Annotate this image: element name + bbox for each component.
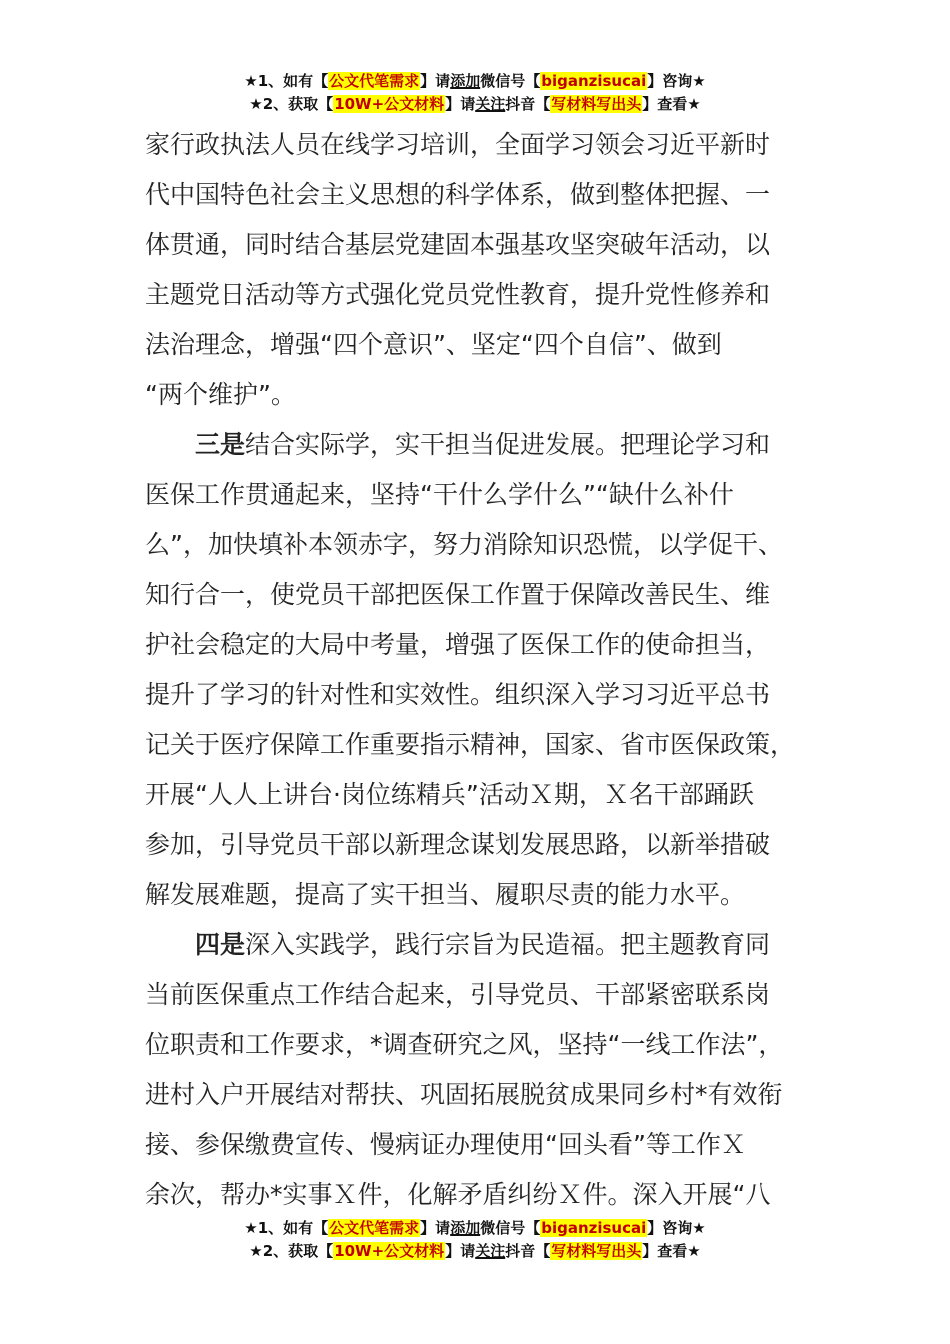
- banner-highlight: 10W+公文材料: [334, 1242, 445, 1260]
- banner-text: 微信号【: [480, 1219, 541, 1237]
- banner-text: 】咨询★: [647, 72, 706, 90]
- banner-highlight: 写材料写出头: [551, 1242, 642, 1260]
- banner-underline: 添加: [450, 72, 481, 90]
- text-line: 结合实际学，实干担当促进发展。把理论学习和: [245, 430, 771, 459]
- text-line: “两个维护”。: [145, 380, 296, 409]
- text-line: 医保工作贯通起来，坚持“干什么学什么”“缺什么补什: [145, 480, 734, 509]
- banner-underline: 添加: [450, 1219, 481, 1237]
- banner-highlight: 公文代笔需求: [329, 72, 420, 90]
- banner-text: ★2、获取【: [249, 95, 334, 113]
- text-line: 提升了学习的针对性和实效性。组织深入学习习近平总书: [145, 680, 771, 709]
- banner-text: 】查看★: [642, 95, 701, 113]
- banner-text: 】查看★: [642, 1242, 701, 1260]
- banner-underline: 关注: [475, 1242, 506, 1260]
- text-line: 参加，引导党员干部以新理念谋划发展思路，以新举措破: [145, 830, 771, 859]
- banner-text: 】请: [420, 72, 451, 90]
- banner-text: 微信号【: [480, 72, 541, 90]
- text-line: 接、参保缴费宣传、慢病证办理使用“回头看”等工作Ｘ: [145, 1130, 746, 1159]
- text-line: 主题党日活动等方式强化党员党性教育，提升党性修养和: [145, 280, 771, 309]
- text-line: 开展“人人上讲台·岗位练精兵”活动Ｘ期，Ｘ名干部踊跃: [145, 780, 754, 809]
- paragraph-start: [145, 920, 825, 970]
- header-banner: [0, 70, 950, 116]
- banner-highlight: 写材料写出头: [551, 95, 642, 113]
- banner-line-2: [0, 93, 950, 116]
- paragraph-start: [145, 420, 825, 470]
- text-line: 知行合一，使党员干部把医保工作置于保障改善民生、维: [145, 580, 771, 609]
- banner-text: ★2、获取【: [249, 1242, 334, 1260]
- paragraph-lead: 四是: [195, 930, 246, 959]
- banner-text: ★1、如有【: [244, 72, 329, 90]
- text-line: 进村入户开展结对帮扶、巩固拓展脱贫成果同乡村*有效衔: [145, 1080, 783, 1109]
- paragraph-lead: 三是: [195, 430, 246, 459]
- text-line: 当前医保重点工作结合起来，引导党员、干部紧密联系岗: [145, 980, 771, 1009]
- banner-highlight: 10W+公文材料: [334, 95, 445, 113]
- text-line: 深入实践学，践行宗旨为民造福。把主题教育同: [245, 930, 771, 959]
- document-body: [145, 120, 825, 1220]
- text-line: 位职责和工作要求，*调查研究之风，坚持“一线工作法”，: [145, 1030, 784, 1059]
- banner-text: 】请: [445, 1242, 476, 1260]
- text-line: 家行政执法人员在线学习培训，全面学习领会习近平新时: [145, 130, 771, 159]
- banner-text: 抖音【: [505, 95, 551, 113]
- text-line: 代中国特色社会主义思想的科学体系，做到整体把握、一: [145, 180, 771, 209]
- banner-highlight: biganzisucai: [541, 1219, 647, 1237]
- banner-line-1: [0, 70, 950, 93]
- text-line: 记关于医疗保障工作重要指示精神，国家、省市医保政策，: [145, 730, 796, 759]
- banner-underline: 关注: [475, 95, 506, 113]
- footer-banner: [0, 1217, 950, 1263]
- banner-text: 】请: [445, 95, 476, 113]
- text-line: 体贯通，同时结合基层党建固本强基攻坚突破年活动，以: [145, 230, 771, 259]
- banner-text: 抖音【: [505, 1242, 551, 1260]
- text-line: 解发展难题，提高了实干担当、履职尽责的能力水平。: [145, 880, 746, 909]
- text-line: 余次，帮办*实事Ｘ件，化解矛盾纠纷Ｘ件。深入开展“八: [145, 1180, 771, 1209]
- banner-line-2: [0, 1240, 950, 1263]
- banner-text: 】咨询★: [647, 1219, 706, 1237]
- banner-line-1: [0, 1217, 950, 1240]
- banner-highlight: 公文代笔需求: [329, 1219, 420, 1237]
- text-line: 护社会稳定的大局中考量，增强了医保工作的使命担当，: [145, 630, 771, 659]
- banner-highlight: biganzisucai: [541, 72, 647, 90]
- text-line: 法治理念，增强“四个意识”、坚定“四个自信”、做到: [145, 330, 722, 359]
- banner-text: ★1、如有【: [244, 1219, 329, 1237]
- banner-text: 】请: [420, 1219, 451, 1237]
- text-line: 么”，加快填补本领赤字，努力消除知识恐慌，以学促干、: [145, 530, 783, 559]
